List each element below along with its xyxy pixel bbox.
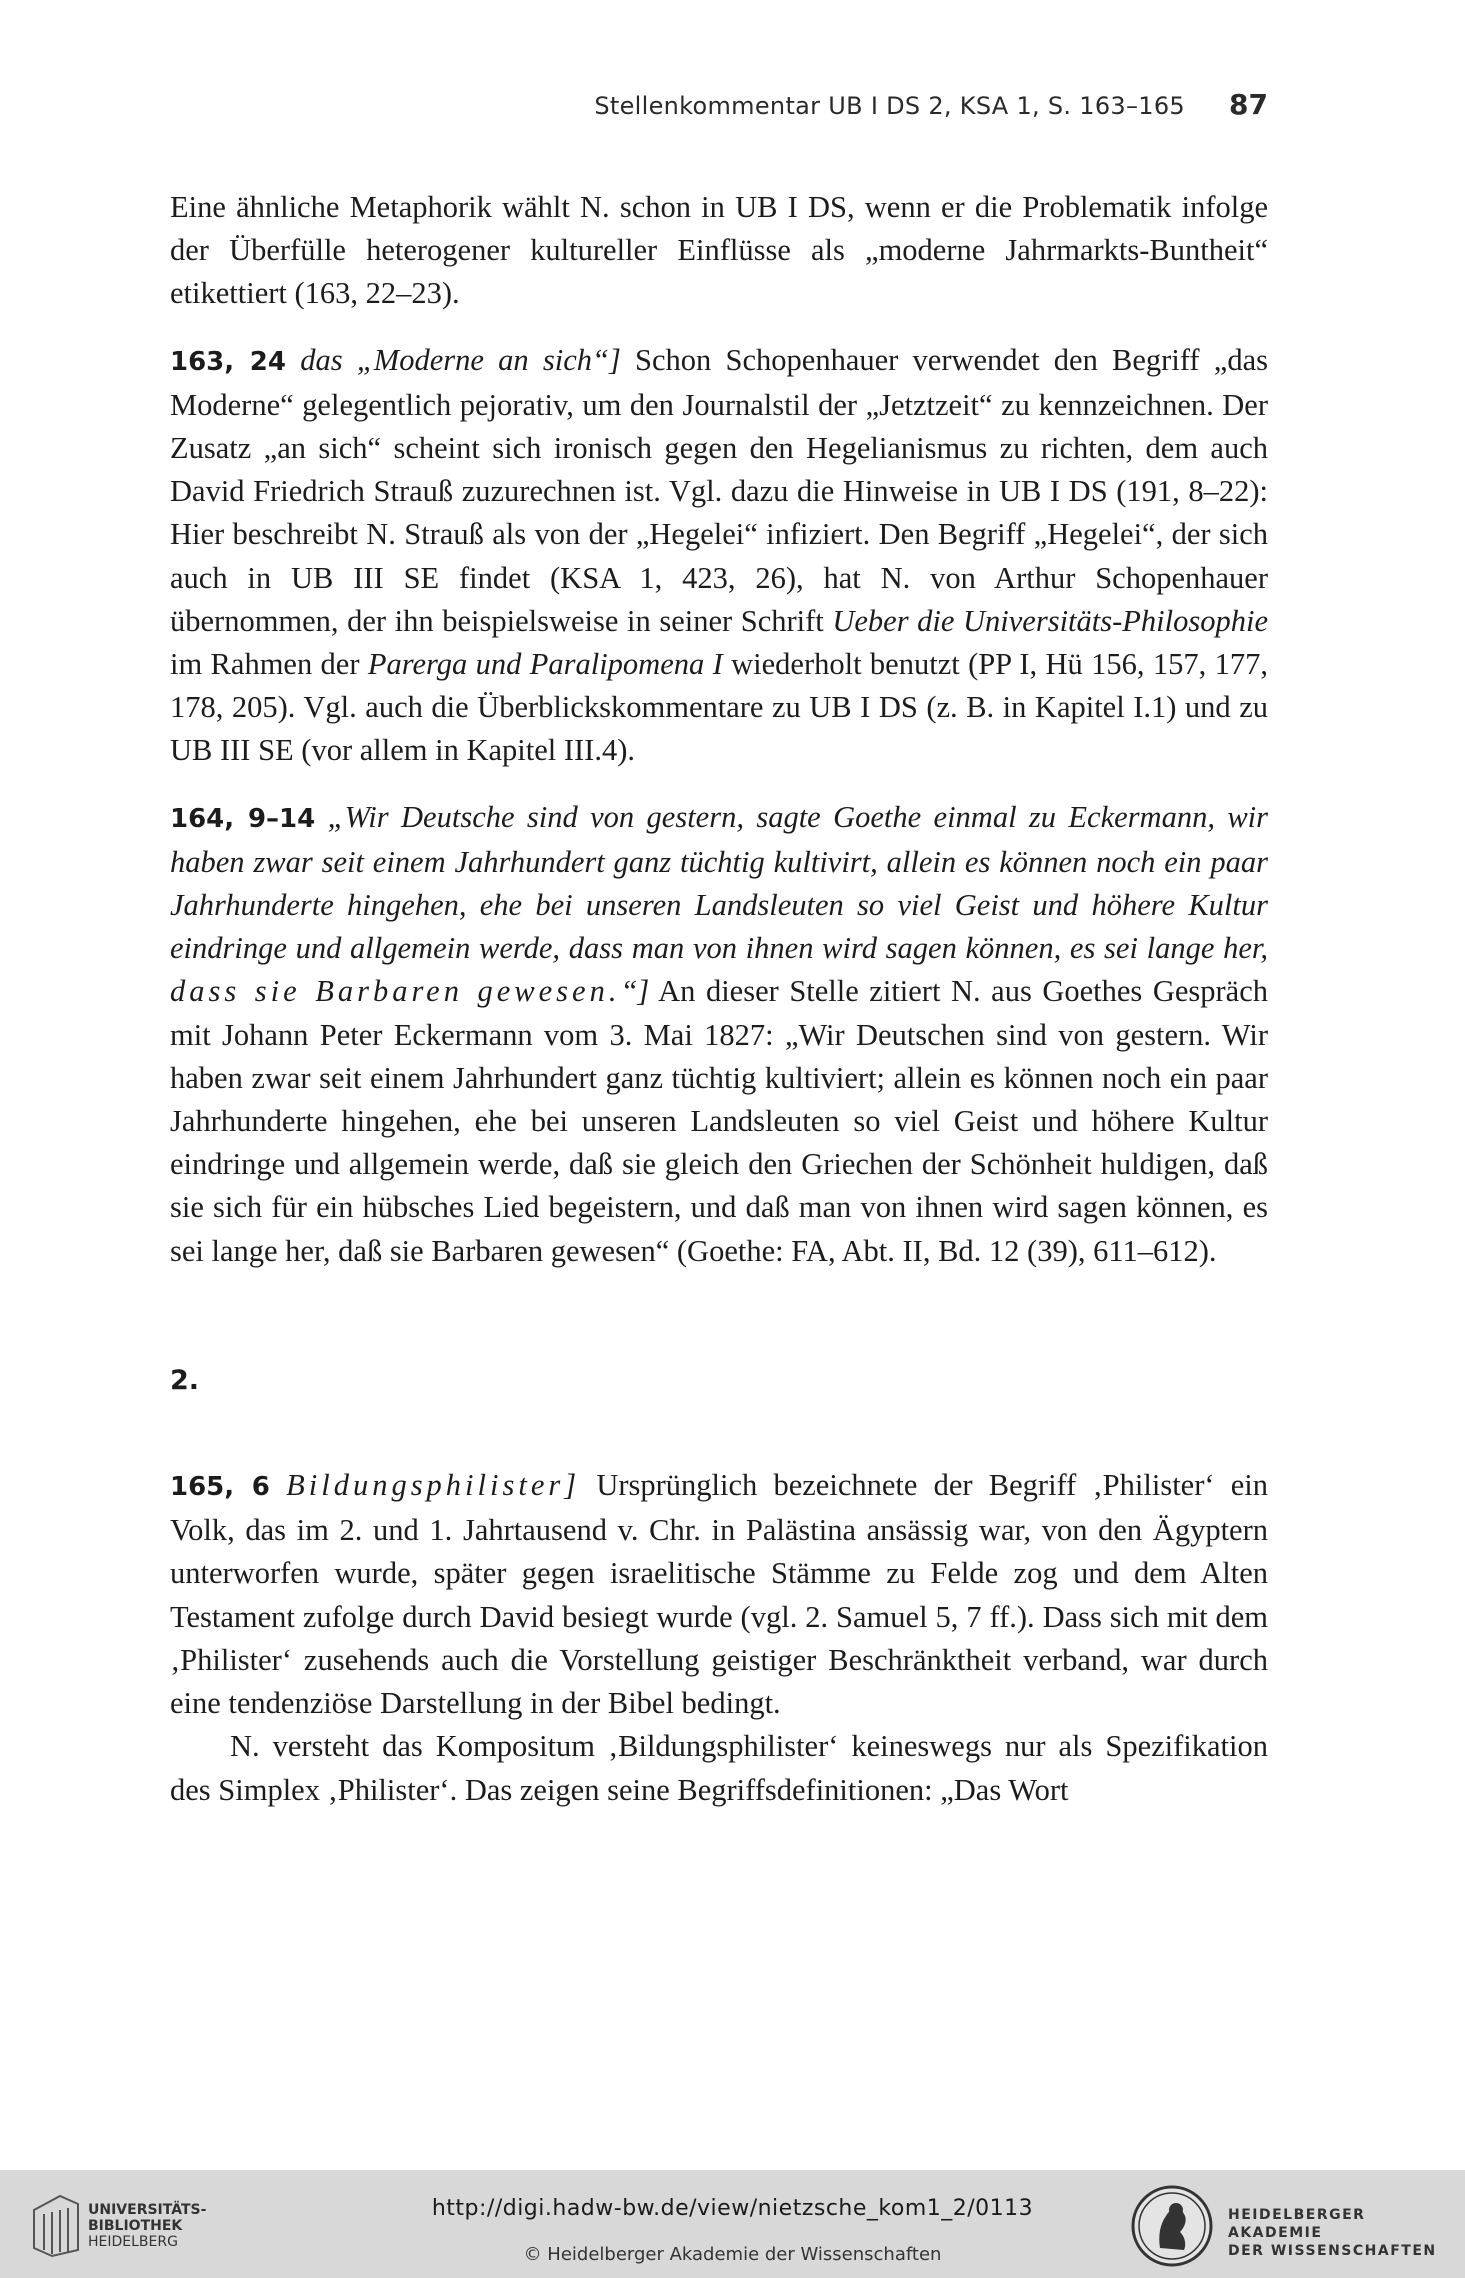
commentary-entry [170,1464,1268,1725]
copyright-notice: © Heidelberger Akademie der Wissenschaften [523,2244,942,2265]
entry-lemma-spaced: Bildungsphilister] [286,1468,581,1503]
work-title: Parerga und Paralipomena I [367,647,723,682]
entry-lemma: „Wir Deutsche sind von gestern, sagte Goethe einmal zu Eckermann, wir haben zwar seit einem Jahrhundert ganz tüchtig kultivirt, allein es können noch ein paar Jahrhunderte hingehen, ehe bei unseren Landsleuten so viel Geist und höhere Kultur eindringe und allgemein werde, dass man von ihnen wird sagen können, es sei lange her, [170,799,1269,966]
page-number: 87 [1229,88,1268,121]
paragraph: Eine ähnliche Metaphorik wählt N. schon in UB I DS, wenn er die Problematik infolge der Überfülle heterogener kultureller Einflüsse als „moderne Jahrmarkts-Buntheit“ etikettiert (163, 22–23). [170,190,1268,311]
entry-lemma-end: “] [620,974,650,1009]
commentary-entry [170,339,1268,773]
commentary-entry [170,796,1268,1273]
footer-bar [0,2170,1465,2278]
running-title: Stellenkommentar UB I DS 2, KSA 1, S. 163–165 [594,92,1185,120]
ub-line-1: UNIVERSITÄTS- [88,2202,207,2218]
entry-text: Schon Schopenhauer verwendet den Begriff „das Moderne“ gelegentlich pejorativ, um den Journalstil der „Jetztzeit“ zu kennzeichnen. Der Zusatz „an sich“ scheint sich ironisch gegen den Hegelianismus zu richten, dem auch David Friedrich Strauß zuzurechnen ist. Vgl. dazu die Hinweise in UB I DS (191, 8–22): Hier beschreibt N. Strauß als von der „Hegelei“ infiziert. Den Begriff „Hegelei“, der sich auch in UB III SE findet (KSA 1, 423, 26), hat N. von Arthur Schopenhauer übernommen, der ihn beispielsweise in seiner Schrift [170,342,1269,638]
ub-line-2: BIBLIOTHEK [88,2218,183,2234]
entry-text: An dieser Stelle zitiert N. aus Goethes Gespräch mit Johann Peter Eckermann vom 3. Mai 1827: „Wir Deutschen sind von gestern. Wir haben zwar seit einem Jahrhundert ganz tüchtig kultiviert; allein es können noch ein paar Jahrhunderte hingehen, ehe bei unseren Landsleuten so viel Geist und höhere Kultur eindringe und allgemein werde, daß sie gleich den Griechen der Schönheit huldigen, daß sie sich für ein hübsches Lied begeistern, und daß man von ihnen wird sagen können, es sei lange her, daß sie Barbaren gewesen“ (Goethe: FA, Abt. II, Bd. 12 (39), 611–612). [170,974,1268,1268]
hadw-line-2: DER WISSENSCHAFTEN [1228,2243,1437,2259]
running-header [170,88,1270,128]
academy-seal-icon [1130,2184,1214,2268]
hadw-line-1: HEIDELBERGER AKADEMIE [1228,2207,1366,2241]
entry-text: im Rahmen der [170,647,368,682]
source-url-link[interactable]: http://digi.hadw-bw.de/view/nietzsche_kom1_2/0113 [431,2196,1034,2221]
body-text [170,186,1268,1812]
entry-reference: 164, 9–14 [170,803,316,834]
work-title: Ueber die Universitäts-Philosophie [832,603,1268,638]
entry-reference: 163, 24 [170,346,286,377]
entry-reference: 165, 6 [170,1472,270,1503]
hadw-logo-text [1228,2206,1450,2260]
entry-text: Ursprünglich bezeichnete der Begriff ‚Philister‘ ein Volk, das im 2. und 1. Jahrtausend v. Chr. in Palästina ansässig war, von den Ägyptern unterworfen wurde, später gegen israelitische Stämme zu Felde zog und dem Alten Testament zufolge durch David besiegt wurde (vgl. 2. Samuel 5, 7 ff.). Dass sich mit dem ‚Philister‘ zusehends auch die Vorstellung geistiger Beschränktheit verband, war durch eine tendenziöse Darstellung in der Bibel bedingt. [170,1468,1268,1721]
paragraph: N. versteht das Kompositum ‚Bildungsphilister‘ keineswegs nur als Spezifikation des Simplex ‚Philister‘. Das zeigen seine Begriffsdefinitionen: „Das Wort [170,1729,1268,1807]
ub-line-3: HEIDELBERG [88,2234,178,2250]
entry-text: wiederholt benutzt (PP I, Hü 156, 157, 177, 178, 205). Vgl. auch die Überblickskommentare zu UB I DS (z. B. in Kapitel I.1) und zu UB III SE (vor allem in Kapitel III.4). [170,647,1268,768]
section-heading: 2. [170,1364,200,1396]
entry-lemma-spaced: dass sie Barbaren gewesen. [170,974,621,1009]
hadw-logo[interactable] [1130,2184,1450,2268]
entry-lemma: das „Moderne an sich“] [300,342,621,377]
